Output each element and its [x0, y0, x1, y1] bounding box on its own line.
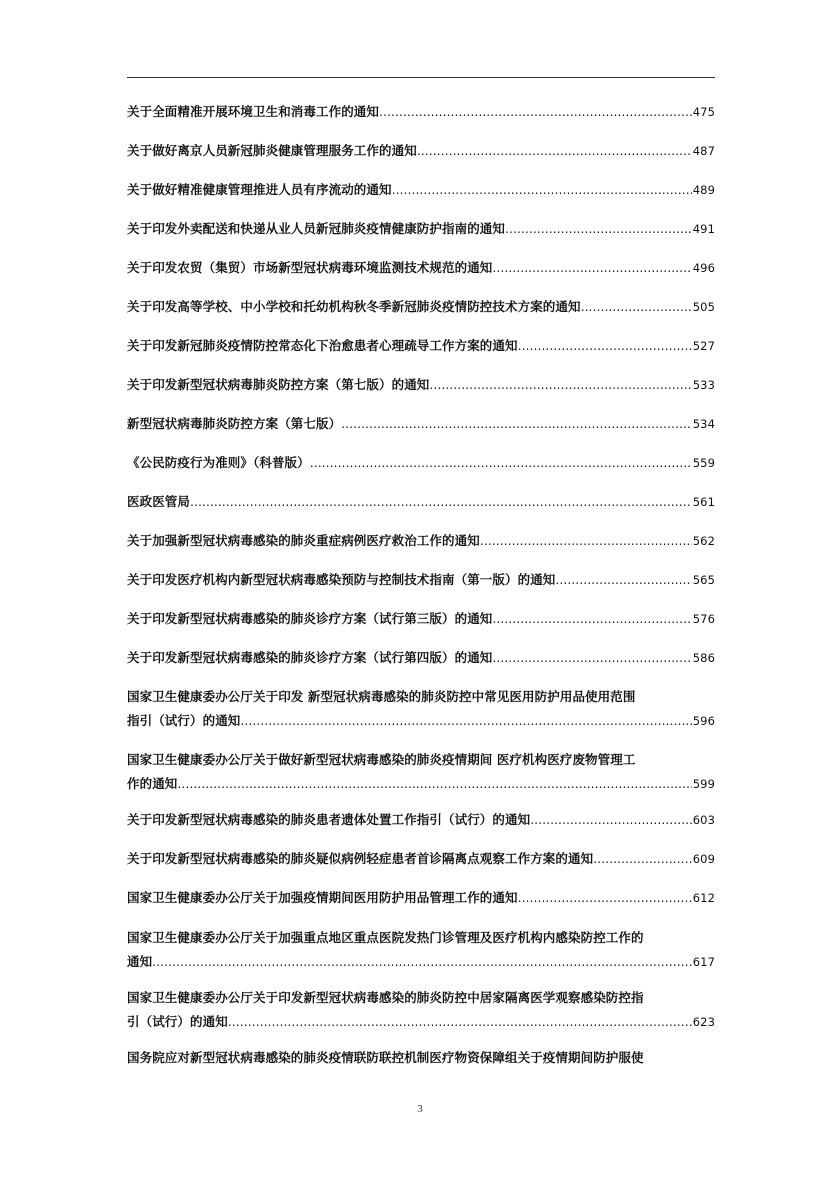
toc-entry-page: 586	[692, 651, 715, 665]
toc-entry-page: 565	[692, 573, 715, 587]
toc-entry-title-line2: 通知	[127, 954, 153, 969]
dot-leader	[581, 295, 692, 319]
toc-entry-title: 关于做好离京人员新冠肺炎健康管理服务工作的通知	[127, 143, 417, 158]
dot-leader	[492, 607, 691, 631]
dot-leader	[240, 709, 691, 733]
toc-entry-title: 《公民防疫行为准则》（科普版）	[127, 455, 310, 470]
toc-entry-page: 576	[692, 612, 715, 626]
toc-entry-multiline[interactable]	[127, 685, 715, 733]
toc-entry-page: 496	[692, 261, 715, 275]
dot-leader	[379, 100, 692, 124]
toc-entry-page: 527	[692, 339, 715, 353]
dot-leader	[518, 334, 692, 358]
dot-leader	[593, 847, 692, 871]
toc-entry[interactable]	[127, 886, 715, 910]
toc-entry-title-line1: 国家卫生健康委办公厅关于印发 新型冠状病毒感染的肺炎防控中常见医用防护用品使用范围	[127, 689, 636, 704]
toc-entry-page: 596	[692, 714, 715, 728]
page-number: 3	[417, 1103, 423, 1115]
toc-entry[interactable]	[127, 373, 715, 397]
toc-entry-title-line2: 指引（试行）的通知	[127, 713, 241, 728]
toc-entry-title: 新型冠状病毒肺炎防控方案（第七版）	[127, 416, 342, 431]
toc-entry[interactable]	[127, 646, 715, 670]
dot-leader	[492, 646, 691, 670]
toc-entry-title-line2: 引（试行）的通知	[127, 1014, 228, 1029]
toc-entry-page: 489	[692, 183, 715, 197]
toc-entry-partial[interactable]	[127, 1046, 715, 1070]
toc-entry-title: 关于印发高等学校、中小学校和托幼机构秋冬季新冠肺炎疫情防控技术方案的通知	[127, 299, 581, 314]
dot-leader	[417, 139, 692, 163]
toc-entry[interactable]	[127, 847, 715, 871]
toc-entry-page: 561	[692, 495, 715, 509]
toc-section-entry[interactable]	[127, 490, 715, 514]
toc-entry-title: 关于印发农贸（集贸）市场新型冠状病毒环境监测技术规范的通知	[127, 260, 493, 275]
toc-entry-page: 475	[692, 105, 715, 119]
dot-leader	[505, 217, 692, 241]
toc-entry-title: 关于印发医疗机构内新型冠状病毒感染预防与控制技术指南（第一版）的通知	[127, 572, 556, 587]
toc-entry-page: 599	[692, 777, 715, 791]
toc-entry-title: 关于加强新型冠状病毒感染的肺炎重症病例医疗救治工作的通知	[127, 533, 480, 548]
toc-entry-title: 关于全面精准开展环境卫生和消毒工作的通知	[127, 104, 380, 119]
toc-entry[interactable]	[127, 217, 715, 241]
toc-entry-title: 关于印发新型冠状病毒感染的肺炎诊疗方案（试行第三版）的通知	[127, 611, 493, 626]
toc-entry[interactable]	[127, 100, 715, 124]
toc-entry-page: 559	[692, 456, 715, 470]
toc-entry-title: 关于印发外卖配送和快递从业人员新冠肺炎疫情健康防护指南的通知	[127, 221, 506, 236]
toc-entry-title: 关于做好精准健康管理推进人员有序流动的通知	[127, 182, 392, 197]
toc-entry[interactable]	[127, 808, 715, 832]
toc-entry-title: 关于印发新型冠状病毒感染的肺炎疑似病例轻症患者首诊隔离点观察工作方案的通知	[127, 851, 594, 866]
toc-entry-page: 562	[692, 534, 715, 548]
toc-entry-title-line1: 国家卫生健康委办公厅关于做好新型冠状病毒感染的肺炎疫情期间 医疗机构医疗废物管理工	[127, 752, 636, 767]
header-rule	[127, 77, 715, 78]
toc-entry-title: 关于印发新型冠状病毒感染的肺炎诊疗方案（试行第四版）的通知	[127, 650, 493, 665]
toc-entry-page: 609	[692, 852, 715, 866]
toc-entry-page: 505	[692, 300, 715, 314]
toc-entry-title: 关于印发新型冠状病毒感染的肺炎患者遗体处置工作指引（试行）的通知	[127, 812, 531, 827]
toc-entry[interactable]	[127, 568, 715, 592]
toc-entry[interactable]	[127, 529, 715, 553]
toc-entry-multiline[interactable]	[127, 986, 715, 1034]
toc-entry[interactable]	[127, 451, 715, 475]
toc-entry-title: 关于印发新型冠状病毒肺炎防控方案（第七版）的通知	[127, 377, 430, 392]
toc-entry[interactable]	[127, 256, 715, 280]
dot-leader	[310, 451, 692, 475]
toc-entry-title-line1: 国家卫生健康委办公厅关于加强重点地区重点医院发热门诊管理及医疗机构内感染防控工作的	[127, 930, 644, 945]
dot-leader	[152, 950, 692, 974]
dot-leader	[480, 529, 692, 553]
toc-entry-multiline[interactable]	[127, 926, 715, 974]
dot-leader	[177, 772, 691, 796]
toc-entry-title: 医政医管局	[127, 494, 191, 509]
toc-entry-page: 623	[692, 1015, 715, 1029]
toc-entry-multiline[interactable]	[127, 748, 715, 796]
dot-leader	[429, 373, 691, 397]
toc-entry-title-line1: 国家卫生健康委办公厅关于印发新型冠状病毒感染的肺炎防控中居家隔离医学观察感染防控指	[127, 990, 644, 1005]
toc-entry-title: 关于印发新冠肺炎疫情防控常态化下治愈患者心理疏导工作方案的通知	[127, 338, 518, 353]
toc-entry-page: 534	[692, 417, 715, 431]
toc-entry-title-line2: 作的通知	[127, 776, 178, 791]
toc-entry[interactable]	[127, 139, 715, 163]
dot-leader	[392, 178, 692, 202]
toc-entry-page: 533	[692, 378, 715, 392]
dot-leader	[190, 490, 692, 514]
toc-entry[interactable]	[127, 178, 715, 202]
toc-entry-page: 487	[692, 144, 715, 158]
dot-leader	[341, 412, 692, 436]
toc-entry-page: 612	[692, 891, 715, 905]
toc-entry-page: 617	[692, 955, 715, 969]
toc-entry-title: 国家卫生健康委办公厅关于加强疫情期间医用防护用品管理工作的通知	[127, 890, 518, 905]
dot-leader	[492, 256, 691, 280]
dot-leader	[555, 568, 691, 592]
toc-entry-page: 491	[692, 222, 715, 236]
toc-entry[interactable]	[127, 412, 715, 436]
toc-entry[interactable]	[127, 295, 715, 319]
toc-entry[interactable]	[127, 334, 715, 358]
toc-entry-page: 603	[692, 813, 715, 827]
dot-leader	[518, 886, 692, 910]
toc-entry-title-line1: 国务院应对新型冠状病毒感染的肺炎疫情联防联控机制医疗物资保障组关于疫情期间防护服使	[127, 1050, 644, 1065]
dot-leader	[530, 808, 692, 832]
dot-leader	[228, 1010, 692, 1034]
toc-entry[interactable]	[127, 607, 715, 631]
